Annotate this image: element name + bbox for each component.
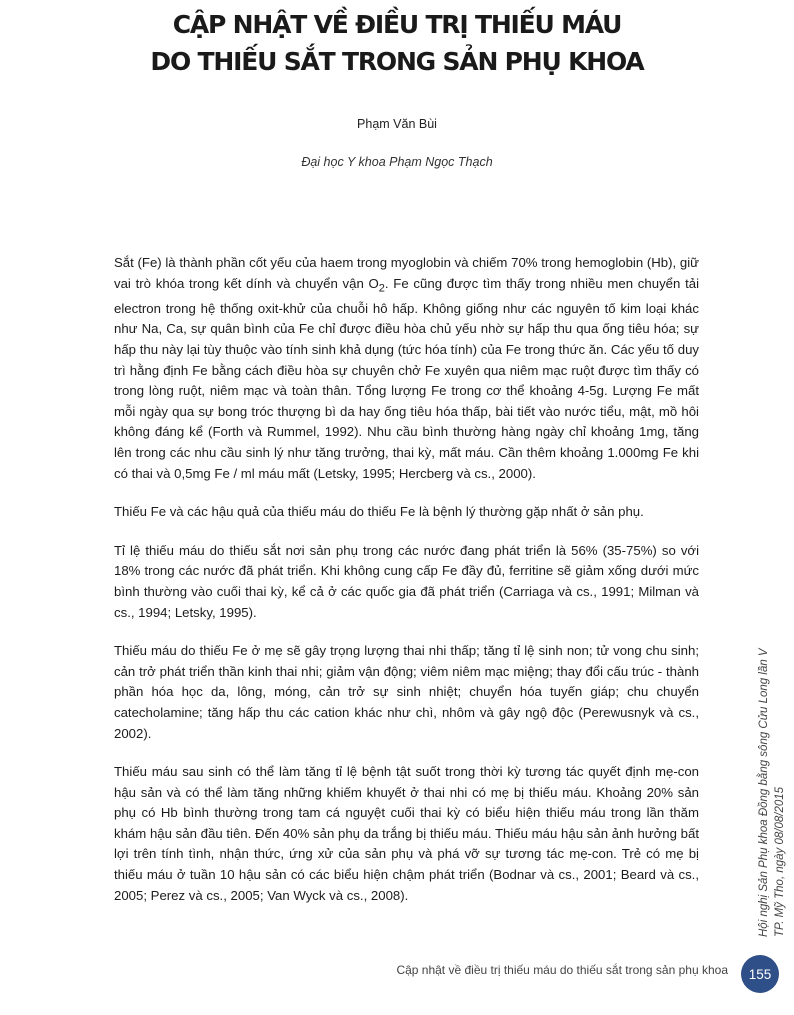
paragraph-5: Thiếu máu sau sinh có thể làm tăng tỉ lệ bệnh tật suốt trong thời kỳ tương tác quyết định mẹ-con hậu sản và có thể làm tăng những khiếm khuyết ở thai nhi có mẹ bị thiếu máu. Khoảng 20% sản phụ có Hb bình thường trong tam cá nguyệt cuối thai kỳ có biểu hiện thiếu máu trong lần thăm khám hậu sản đầu tiên. Đến 40% sản phụ da trắng bị thiếu máu. Thiếu máu hậu sản ảnh hưởng bất lợi trên tính tình, nhận thức, ứng xử của sản phụ và phá vỡ sự tương tác mẹ-con. Trẻ có mẹ bị thiếu máu ở tuần 10 hậu sản có các biểu hiện chậm phát triển (Bodnar và cs., 2001; Beard và cs., 2005; Perez và cs., 2005; Van Wyck và cs., 2008). <box>114 764 699 903</box>
subscript-2: 2 <box>378 282 385 295</box>
paragraph-3: Tỉ lệ thiếu máu do thiếu sắt nơi sản phụ trong các nước đang phát triển là 56% (35-75%) so với 18% trong các nước đã phát triển. Khi không cung cấp Fe đầy đủ, ferritine sẽ giảm xống dưới mức bình thường vào cuối thai kỳ, kể cả ở các quốc gia đã phát triển (Carriaga và cs., 1991; Milman và cs., 1994; Letsky, 1995). <box>114 542 699 620</box>
title-line-2: DO THIẾU SẮT TRONG SẢN PHỤ KHOA <box>150 47 644 76</box>
page-title <box>0 6 794 80</box>
title-line-1: CẬP NHẬT VỀ ĐIỀU TRỊ THIẾU MÁU <box>172 10 622 39</box>
page-number-badge: 155 <box>741 955 779 993</box>
paragraph-2: Thiếu Fe và các hậu quả của thiếu máu do thiếu Fe là bệnh lý thường gặp nhất ở sản phụ. <box>114 504 644 520</box>
author: Phạm Văn Bùi <box>357 117 437 131</box>
running-footer-title: Cập nhật về điều trị thiếu máu do thiếu sắt trong sản phụ khoa <box>396 963 728 977</box>
paragraph-1 <box>114 253 699 484</box>
paragraph-1-text-b: . Fe cũng được tìm thấy trong nhiều men chuyển tải electron trong hệ thống oxit-khử của chuỗi hô hấp. Không giống như các nguyên tố kim loại khác như Na, Ca, sự quân bình của Fe chỉ được điều hòa chủ yếu nhờ sự hấp thu qua ống tiêu hóa; sự hấp thu này lại tùy thuộc vào tính sinh khả dụng (tức hóa tính) của Fe trong thức ăn. Các yếu tố duy trì hằng định Fe bằng cách điều hòa sự chuyên chở Fe xuyên qua niêm mạc ruột được tìm thấy có trong lòng ruột, niêm mạc và toàn thân. Tổng lượng Fe trong cơ thể khoảng 4-5g. Lượng Fe mất mỗi ngày qua sự bong tróc thượng bì da hay ống tiêu hóa thấp, bài tiết vào nước tiểu, mật, mồ hôi không đáng kể (Forth và Rummel, 1992). Nhu cầu bình thường hàng ngày chỉ khoảng 1mg, tăng lên trong các nhu cầu sinh lý như tăng trưởng, thai kỳ, mất máu. Cần thêm khoảng 1.000mg Fe khi có thai và 0,5mg Fe / ml máu mất (Letsky, 1995; Hercberg và cs., 2000). <box>114 275 700 481</box>
article-body <box>114 253 699 924</box>
side-note-line-1: Hội nghị Sản Phụ khoa Đồng bằng sông Cửu Long lần V <box>758 648 770 937</box>
paragraph-1-text-a: Sắt (Fe) là thành phần cốt yếu của haem trong myoglobin và chiếm 70% trong hemoglobin (Hb), giữ vai trò khóa trong kết dính và chuyển vận O <box>114 255 699 291</box>
paragraph-4: Thiếu máu do thiếu Fe ở mẹ sẽ gây trọng lượng thai nhi thấp; tăng tỉ lệ sinh non; tử vong chu sinh; cản trở phát triển thần kinh thai nhi; giảm vận động; viêm niêm mạc miệng; thay đổi cấu trúc - thành phần hóa học da, lông, móng, cản trở sự sinh nhiệt; chuyển hóa tuyến giáp; chu chuyển catecholamine; tăng hấp thu các cation khác như chì, nhôm và gây ngộ độc (Perewusnyk và cs., 2002). <box>114 643 699 741</box>
side-note-line-2: TP. Mỹ Tho, ngày 08/08/2015 <box>774 786 786 937</box>
conference-side-note <box>756 648 788 937</box>
affiliation: Đại học Y khoa Phạm Ngọc Thạch <box>301 155 493 169</box>
